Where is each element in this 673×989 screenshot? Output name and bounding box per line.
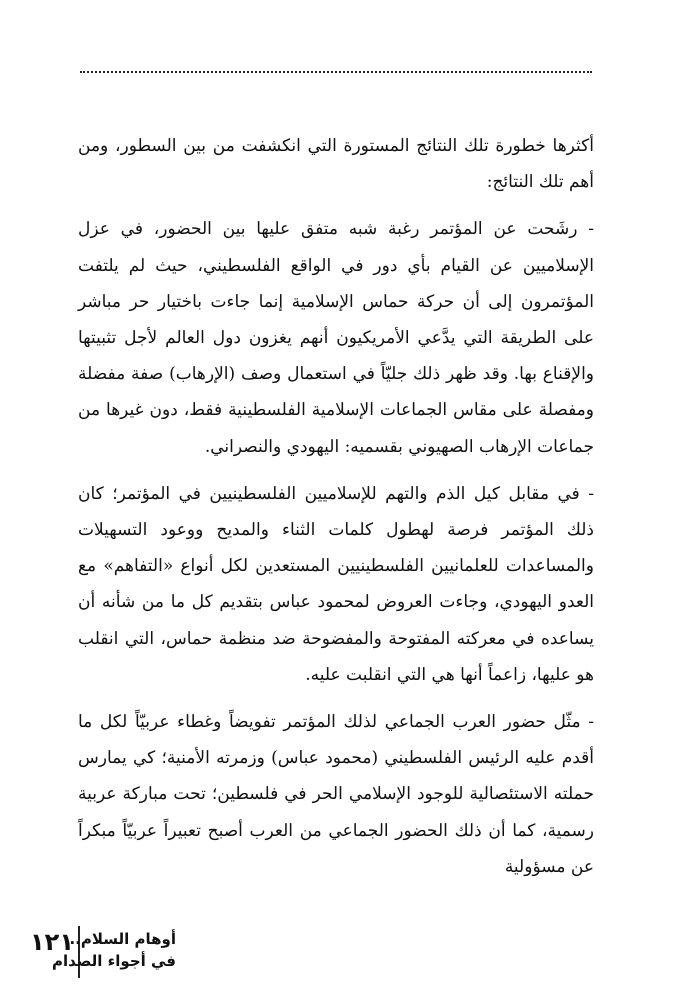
page-body <box>78 128 594 885</box>
running-title-line-1: أوهام السلام... <box>63 930 176 948</box>
page-footer <box>30 924 210 980</box>
paragraph-point-3: - مثّل حضور العرب الجماعي لذلك المؤتمر تفويضاً وغطاء عربيّاً لكل ما أقدم عليه الرئيس الفلسطيني (محمود عباس) وزمرته الأمنية؛ كي يمارس حملته الاستئصالية للوجود الإسلامي الحر في فلسطين؛ تحت مباركة عربية رسمية، كما أن ذلك الحضور الجماعي من العرب أصبح تعبيراً عربيّاً مبكراً عن مسؤولية <box>78 712 594 877</box>
paragraph-point-1: - رشَحت عن المؤتمر رغبة شبه متفق عليها بين الحضور، في عزل الإسلاميين عن القيام بأي دور في الواقع الفلسطيني، حيث لم يلتفت المؤتمرون إلى أن حركة حماس الإسلامية إنما جاءت باختيار حر مباشر على الطريقة التي يدَّعي الأمريكيون أنهم يغزون دول العالم لأجل تثبيتها والإقناع بها. وقد ظهر ذلك جليّاً في استعمال وصف (الإرهاب) صفة مفضلة ومفصلة على مقاس الجماعات الإسلامية الفلسطينية فقط، دون غيرها من جماعات الإرهاب الصهيوني بقسميه: اليهودي والنصراني. <box>78 219 594 457</box>
running-title-line-2: في أجواء الصدام <box>52 952 176 970</box>
paragraph-point-2: - في مقابل كيل الذم والتهم للإسلاميين الفلسطينيين في المؤتمر؛ كان ذلك المؤتمر فرصة لهطول كلمات الثناء والمديح ووعود التسهيلات والمساعدات للعلمانيين الفلسطينيين المستعدين لكل أنواع «التفاهم» مع العدو اليهودي، وجاءت العروض لمحمود عباس بتقديم كل ما من شأنه أن يساعده في معركته المفتوحة والمفضوحة ضد منظمة حماس، التي انقلب هو عليها، زاعماً أنها هي التي انقلبت عليه. <box>78 483 594 685</box>
page-number: ١٢١ <box>30 928 74 956</box>
top-dotted-rule <box>80 71 592 73</box>
paragraph-intro: أكثرها خطورة تلك النتائج المستورة التي انكشفت من بين السطور، ومن أهم تلك النتائج: <box>78 136 594 193</box>
